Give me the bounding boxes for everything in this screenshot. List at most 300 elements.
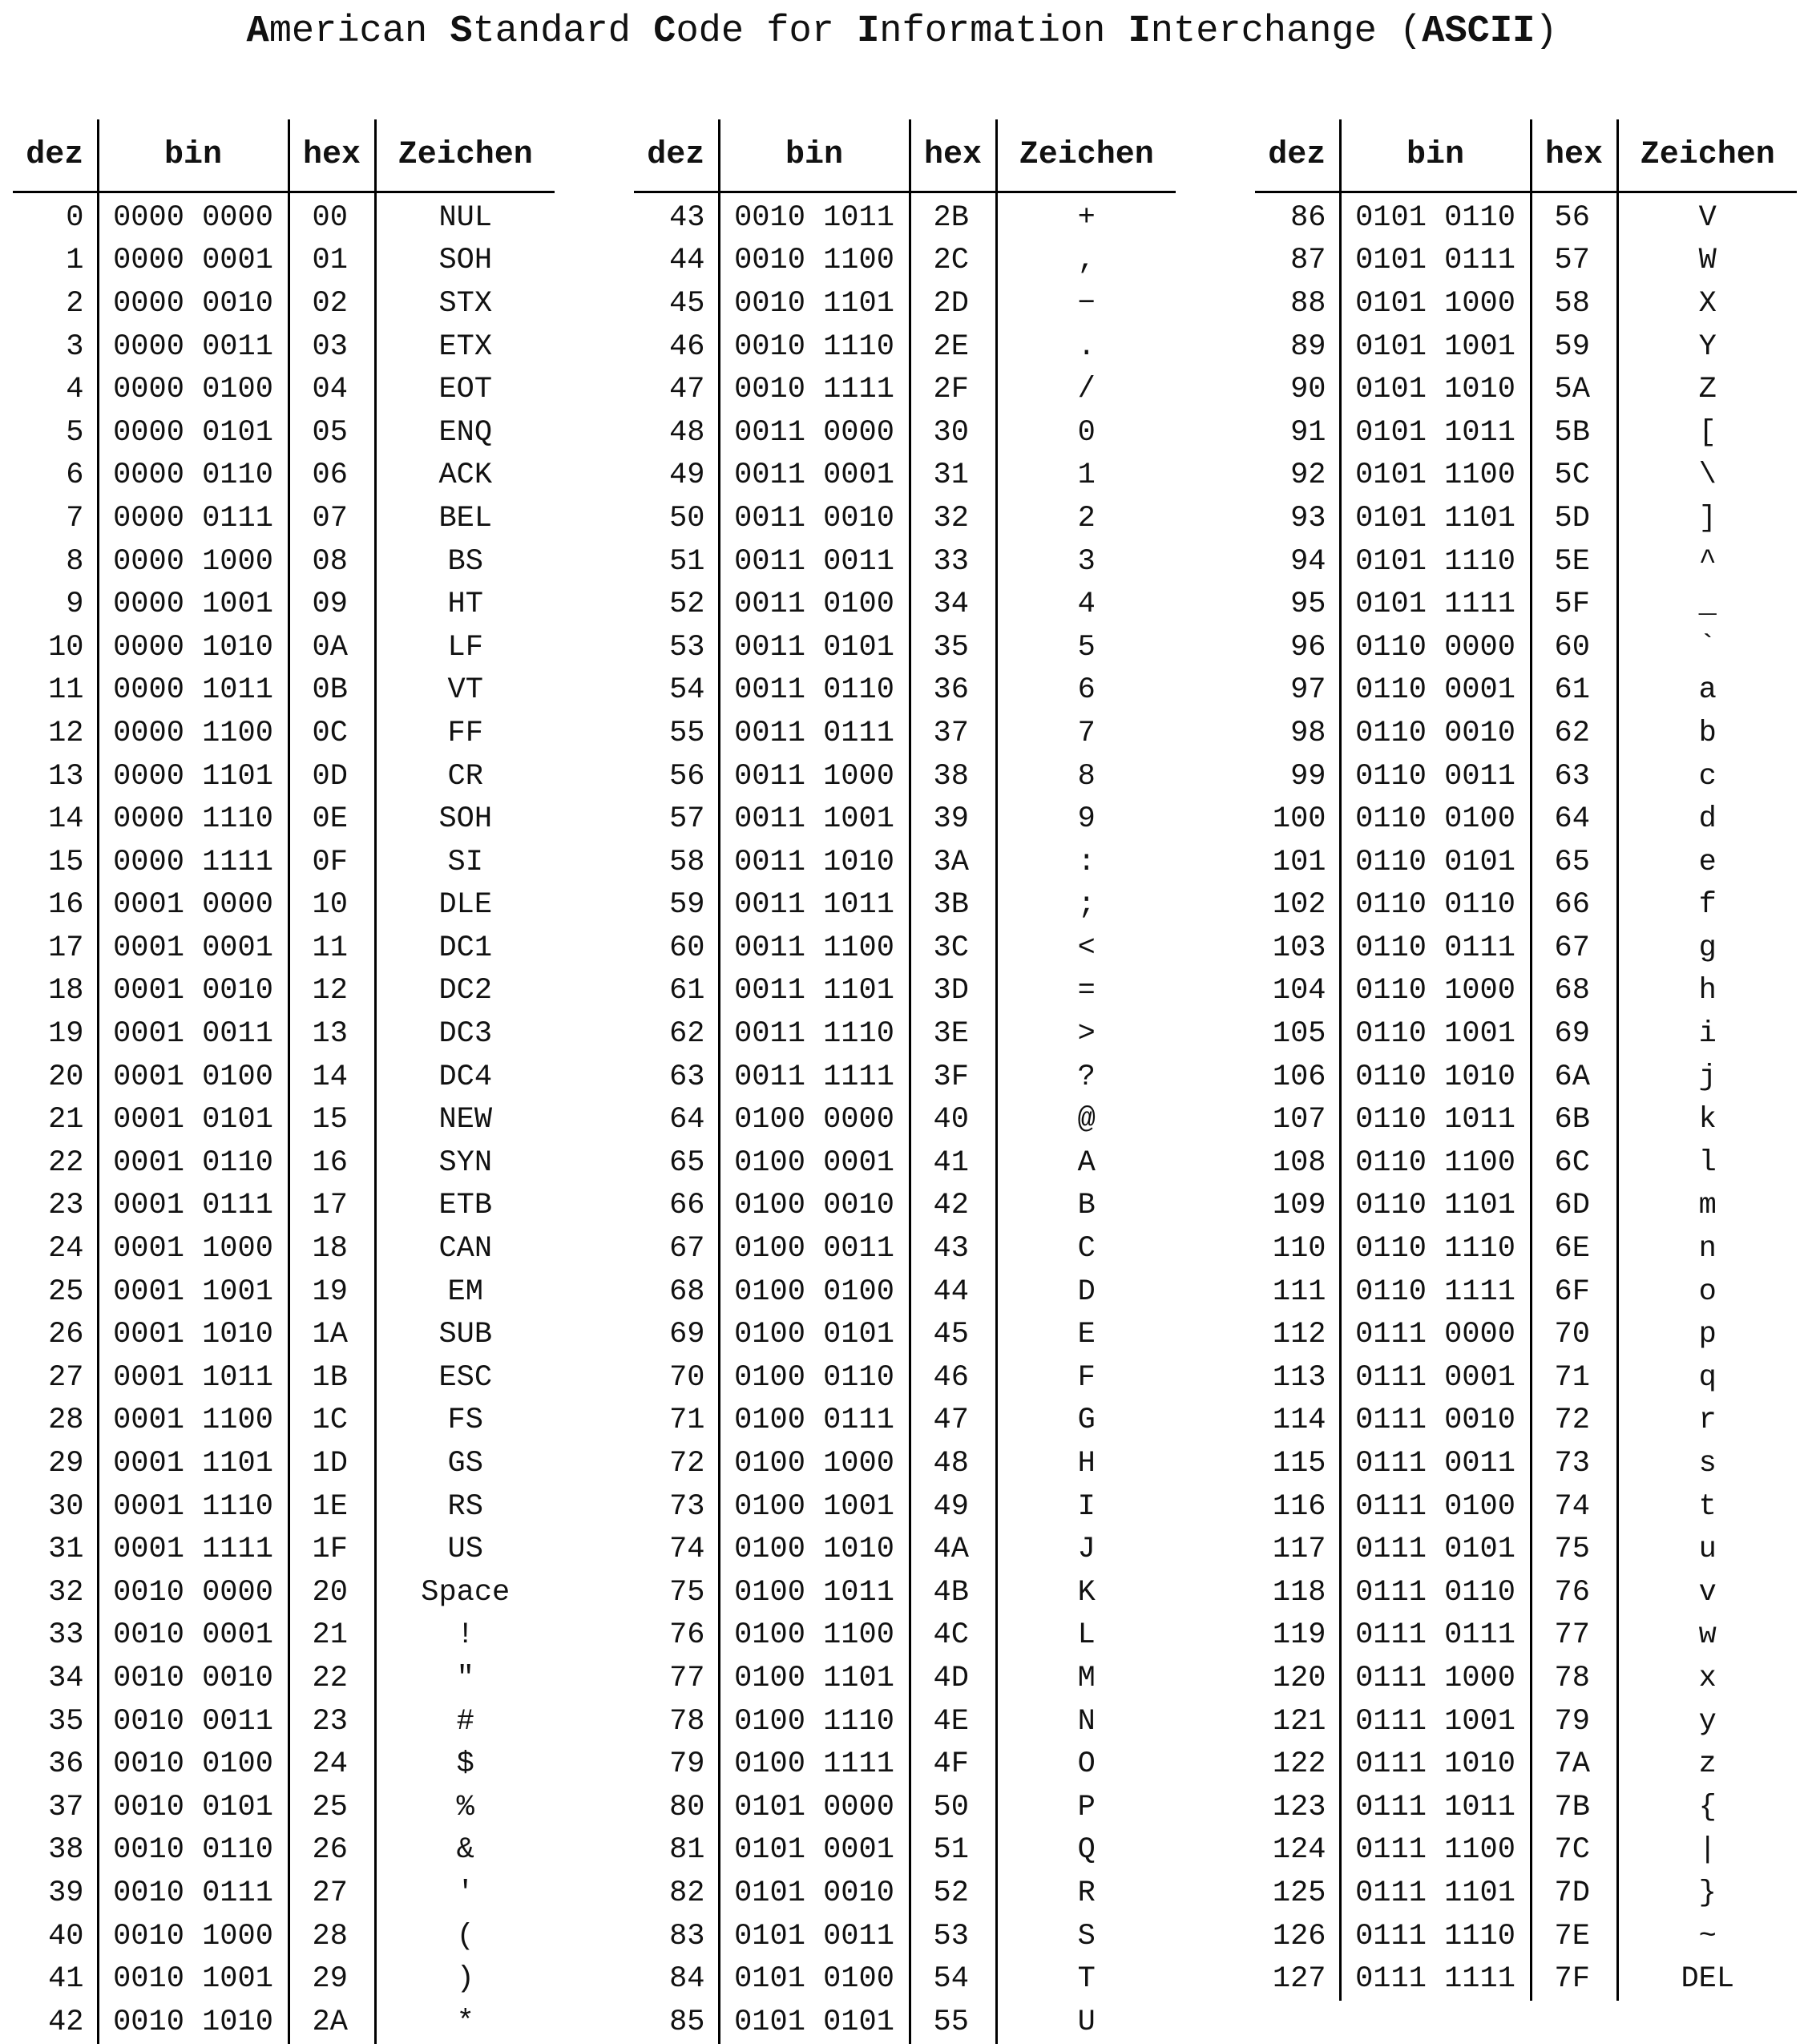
table-row bbox=[634, 411, 1176, 454]
cell-hex: 01 bbox=[289, 240, 375, 283]
header-bin: bin bbox=[1340, 119, 1531, 192]
title-segment: nterchange ( bbox=[1150, 10, 1423, 53]
cell-bin: 0101 0111 bbox=[1340, 240, 1531, 283]
cell-dez: 6 bbox=[13, 454, 98, 498]
title-segment: ) bbox=[1535, 10, 1558, 53]
cell-bin: 0011 1100 bbox=[719, 927, 910, 970]
cell-bin: 0111 1110 bbox=[1340, 1915, 1531, 1958]
cell-zeichen: SI bbox=[447, 845, 483, 879]
cell-dez: 56 bbox=[634, 755, 719, 798]
cell-bin: 0101 0110 bbox=[1340, 192, 1531, 240]
cell-bin: 0001 0000 bbox=[98, 884, 289, 927]
cell-hex: 4D bbox=[910, 1657, 996, 1700]
cell-dez: 35 bbox=[13, 1700, 98, 1743]
table-row bbox=[13, 1485, 555, 1529]
cell-zeichen: GS bbox=[447, 1447, 483, 1481]
cell-hex: 6D bbox=[1531, 1185, 1617, 1228]
cell-zeichen: \ bbox=[1698, 458, 1717, 493]
ascii-table-1 bbox=[13, 119, 555, 2044]
cell-bin: 0010 0001 bbox=[98, 1614, 289, 1658]
cell-hex: 7E bbox=[1531, 1915, 1617, 1958]
cell-zeichen: E bbox=[1077, 1318, 1096, 1352]
cell-bin: 0010 1111 bbox=[719, 368, 910, 411]
title-segment: nformation bbox=[879, 10, 1128, 53]
cell-bin: 0011 1110 bbox=[719, 1012, 910, 1056]
cell-bin: 0010 1100 bbox=[719, 240, 910, 283]
cell-dez: 70 bbox=[634, 1356, 719, 1400]
title-segment: I bbox=[857, 10, 880, 53]
cell-zeichen: US bbox=[447, 1533, 483, 1567]
cell-hex: 59 bbox=[1531, 325, 1617, 369]
cell-zeichen: G bbox=[1077, 1404, 1096, 1438]
cell-bin: 0101 1001 bbox=[1340, 325, 1531, 369]
cell-bin: 0100 1010 bbox=[719, 1528, 910, 1571]
cell-hex: 16 bbox=[289, 1141, 375, 1185]
cell-dez: 126 bbox=[1255, 1915, 1340, 1958]
table-row bbox=[1255, 1614, 1797, 1658]
cell-hex: 12 bbox=[289, 970, 375, 1013]
table-row bbox=[634, 841, 1176, 884]
cell-dez: 94 bbox=[1255, 540, 1340, 584]
cell-bin: 0001 1011 bbox=[98, 1356, 289, 1400]
cell-bin: 0011 1101 bbox=[719, 970, 910, 1013]
table-row bbox=[13, 540, 555, 584]
cell-bin: 0101 1010 bbox=[1340, 368, 1531, 411]
cell-bin: 0110 0100 bbox=[1340, 798, 1531, 841]
cell-hex: 51 bbox=[910, 1829, 996, 1872]
cell-bin: 0010 0111 bbox=[98, 1872, 289, 1915]
table-row bbox=[13, 192, 555, 240]
table-row bbox=[634, 240, 1176, 283]
cell-hex: 3C bbox=[910, 927, 996, 970]
cell-bin: 0000 0011 bbox=[98, 325, 289, 369]
cell-bin: 0101 1111 bbox=[1340, 583, 1531, 626]
cell-hex: 71 bbox=[1531, 1356, 1617, 1400]
cell-zeichen: d bbox=[1698, 802, 1717, 837]
cell-zeichen: CAN bbox=[438, 1232, 493, 1266]
cell-zeichen: X bbox=[1698, 286, 1717, 321]
cell-hex: 3E bbox=[910, 1012, 996, 1056]
cell-dez: 57 bbox=[634, 798, 719, 841]
cell-bin: 0000 1101 bbox=[98, 755, 289, 798]
cell-dez: 106 bbox=[1255, 1056, 1340, 1099]
table-row bbox=[634, 325, 1176, 369]
cell-bin: 0111 1010 bbox=[1340, 1743, 1531, 1786]
table-row bbox=[13, 1400, 555, 1443]
header-hex: hex bbox=[910, 119, 996, 192]
cell-bin: 0000 1111 bbox=[98, 841, 289, 884]
table-row bbox=[13, 1528, 555, 1571]
cell-dez: 103 bbox=[1255, 927, 1340, 970]
cell-dez: 110 bbox=[1255, 1227, 1340, 1270]
table-row bbox=[13, 325, 555, 369]
cell-zeichen: ) bbox=[456, 1962, 474, 1997]
cell-dez: 20 bbox=[13, 1056, 98, 1099]
cell-bin: 0001 0001 bbox=[98, 927, 289, 970]
cell-dez: 66 bbox=[634, 1185, 719, 1228]
cell-zeichen: P bbox=[1077, 1790, 1096, 1824]
cell-bin: 0110 1101 bbox=[1340, 1185, 1531, 1228]
cell-dez: 123 bbox=[1255, 1786, 1340, 1829]
table-row bbox=[13, 1056, 555, 1099]
cell-hex: 07 bbox=[289, 497, 375, 540]
table-row bbox=[13, 1915, 555, 1958]
cell-bin: 0100 1111 bbox=[719, 1743, 910, 1786]
cell-hex: 4B bbox=[910, 1571, 996, 1614]
cell-bin: 0001 0010 bbox=[98, 970, 289, 1013]
cell-hex: 64 bbox=[1531, 798, 1617, 841]
cell-dez: 25 bbox=[13, 1270, 98, 1314]
table-row bbox=[634, 282, 1176, 325]
cell-bin: 0111 0000 bbox=[1340, 1313, 1531, 1356]
cell-bin: 0111 0110 bbox=[1340, 1571, 1531, 1614]
cell-bin: 0101 1100 bbox=[1340, 454, 1531, 498]
cell-bin: 0111 0010 bbox=[1340, 1400, 1531, 1443]
cell-hex: 2F bbox=[910, 368, 996, 411]
cell-dez: 89 bbox=[1255, 325, 1340, 369]
cell-dez: 80 bbox=[634, 1786, 719, 1829]
cell-dez: 30 bbox=[13, 1485, 98, 1529]
cell-zeichen: + bbox=[1077, 200, 1096, 235]
cell-dez: 97 bbox=[1255, 669, 1340, 713]
table-row bbox=[634, 2001, 1176, 2044]
table-row bbox=[1255, 497, 1797, 540]
table-row bbox=[1255, 325, 1797, 369]
cell-zeichen: q bbox=[1698, 1360, 1717, 1395]
cell-bin: 0011 1001 bbox=[719, 798, 910, 841]
cell-dez: 115 bbox=[1255, 1442, 1340, 1485]
cell-dez: 11 bbox=[13, 669, 98, 713]
cell-zeichen: SOH bbox=[438, 244, 493, 278]
cell-zeichen: − bbox=[1077, 286, 1096, 321]
cell-hex: 4A bbox=[910, 1528, 996, 1571]
cell-hex: 34 bbox=[910, 583, 996, 626]
table-row bbox=[1255, 240, 1797, 283]
cell-bin: 0011 0101 bbox=[719, 626, 910, 669]
cell-dez: 72 bbox=[634, 1442, 719, 1485]
cell-hex: 11 bbox=[289, 927, 375, 970]
cell-dez: 96 bbox=[1255, 626, 1340, 669]
cell-zeichen: ESC bbox=[438, 1360, 493, 1395]
cell-zeichen: Z bbox=[1698, 373, 1717, 407]
cell-bin: 0110 1010 bbox=[1340, 1056, 1531, 1099]
cell-bin: 0100 0101 bbox=[719, 1313, 910, 1356]
cell-hex: 4C bbox=[910, 1614, 996, 1658]
cell-zeichen: i bbox=[1698, 1017, 1717, 1052]
cell-bin: 0010 0101 bbox=[98, 1786, 289, 1829]
title-segment: tandard bbox=[472, 10, 654, 53]
header-bin: bin bbox=[98, 119, 289, 192]
cell-bin: 0111 1100 bbox=[1340, 1829, 1531, 1872]
table-row bbox=[1255, 755, 1797, 798]
cell-bin: 0100 1101 bbox=[719, 1657, 910, 1700]
cell-zeichen: H bbox=[1077, 1447, 1096, 1481]
cell-bin: 0010 0010 bbox=[98, 1657, 289, 1700]
title-segment: merican bbox=[268, 10, 450, 53]
table-row bbox=[634, 454, 1176, 498]
cell-bin: 0010 1110 bbox=[719, 325, 910, 369]
table-row bbox=[1255, 1313, 1797, 1356]
cell-hex: 75 bbox=[1531, 1528, 1617, 1571]
table-row bbox=[13, 1829, 555, 1872]
table-row bbox=[634, 927, 1176, 970]
cell-zeichen: I bbox=[1077, 1489, 1096, 1524]
cell-zeichen: . bbox=[1077, 329, 1096, 364]
table-row bbox=[13, 970, 555, 1013]
cell-zeichen: { bbox=[1698, 1790, 1717, 1824]
cell-dez: 41 bbox=[13, 1957, 98, 2001]
table-row bbox=[634, 497, 1176, 540]
cell-dez: 79 bbox=[634, 1743, 719, 1786]
cell-hex: 40 bbox=[910, 1098, 996, 1141]
table-row bbox=[13, 1571, 555, 1614]
cell-bin: 0111 0011 bbox=[1340, 1442, 1531, 1485]
cell-dez: 15 bbox=[13, 841, 98, 884]
cell-zeichen: DLE bbox=[438, 888, 493, 923]
cell-bin: 0010 0110 bbox=[98, 1829, 289, 1872]
cell-dez: 1 bbox=[13, 240, 98, 283]
cell-hex: 5B bbox=[1531, 411, 1617, 454]
cell-hex: 50 bbox=[910, 1786, 996, 1829]
title-segment: ode for bbox=[676, 10, 858, 53]
cell-hex: 74 bbox=[1531, 1485, 1617, 1529]
cell-zeichen: W bbox=[1698, 244, 1717, 278]
table-row bbox=[13, 1185, 555, 1228]
cell-hex: 09 bbox=[289, 583, 375, 626]
cell-hex: 67 bbox=[1531, 927, 1617, 970]
cell-bin: 0010 1010 bbox=[98, 2001, 289, 2044]
cell-hex: 1A bbox=[289, 1313, 375, 1356]
cell-dez: 87 bbox=[1255, 240, 1340, 283]
cell-bin: 0101 0000 bbox=[719, 1786, 910, 1829]
cell-dez: 27 bbox=[13, 1356, 98, 1400]
cell-dez: 124 bbox=[1255, 1829, 1340, 1872]
cell-dez: 117 bbox=[1255, 1528, 1340, 1571]
cell-bin: 0011 0010 bbox=[719, 497, 910, 540]
table-row bbox=[1255, 1442, 1797, 1485]
cell-dez: 73 bbox=[634, 1485, 719, 1529]
cell-zeichen: # bbox=[456, 1704, 474, 1739]
cell-hex: 0A bbox=[289, 626, 375, 669]
cell-hex: 76 bbox=[1531, 1571, 1617, 1614]
table-row bbox=[1255, 454, 1797, 498]
cell-zeichen: < bbox=[1077, 931, 1096, 965]
cell-bin: 0000 0100 bbox=[98, 368, 289, 411]
cell-dez: 48 bbox=[634, 411, 719, 454]
cell-bin: 0011 0111 bbox=[719, 712, 910, 755]
cell-hex: 17 bbox=[289, 1185, 375, 1228]
table-row bbox=[13, 1700, 555, 1743]
table-row bbox=[634, 1400, 1176, 1443]
cell-dez: 105 bbox=[1255, 1012, 1340, 1056]
cell-bin: 0000 1000 bbox=[98, 540, 289, 584]
cell-zeichen: DC4 bbox=[438, 1060, 493, 1094]
cell-bin: 0110 0111 bbox=[1340, 927, 1531, 970]
cell-dez: 88 bbox=[1255, 282, 1340, 325]
cell-hex: 58 bbox=[1531, 282, 1617, 325]
cell-hex: 0B bbox=[289, 669, 375, 713]
cell-hex: 5C bbox=[1531, 454, 1617, 498]
cell-dez: 64 bbox=[634, 1098, 719, 1141]
cell-zeichen: f bbox=[1698, 888, 1717, 923]
cell-dez: 116 bbox=[1255, 1485, 1340, 1529]
table-row bbox=[1255, 712, 1797, 755]
cell-dez: 46 bbox=[634, 325, 719, 369]
cell-zeichen: HT bbox=[447, 588, 483, 622]
cell-bin: 0001 0101 bbox=[98, 1098, 289, 1141]
cell-zeichen: 1 bbox=[1077, 458, 1096, 493]
cell-zeichen: 9 bbox=[1077, 802, 1096, 837]
cell-zeichen: j bbox=[1698, 1060, 1717, 1094]
cell-dez: 38 bbox=[13, 1829, 98, 1872]
cell-hex: 43 bbox=[910, 1227, 996, 1270]
page-title bbox=[0, 8, 1804, 56]
cell-bin: 0010 1011 bbox=[719, 192, 910, 240]
table-row bbox=[634, 669, 1176, 713]
title-segment: ASCII bbox=[1422, 10, 1536, 53]
table-row bbox=[1255, 1528, 1797, 1571]
cell-dez: 69 bbox=[634, 1313, 719, 1356]
cell-zeichen: 5 bbox=[1077, 630, 1096, 665]
table-row bbox=[13, 240, 555, 283]
table-row bbox=[1255, 1141, 1797, 1185]
table-row bbox=[634, 1185, 1176, 1228]
cell-dez: 51 bbox=[634, 540, 719, 584]
table-row bbox=[13, 1614, 555, 1658]
cell-zeichen: e bbox=[1698, 845, 1717, 879]
cell-hex: 7F bbox=[1531, 1957, 1617, 2001]
cell-dez: 83 bbox=[634, 1915, 719, 1958]
cell-bin: 0111 0101 bbox=[1340, 1528, 1531, 1571]
cell-hex: 53 bbox=[910, 1915, 996, 1958]
table-row bbox=[13, 1442, 555, 1485]
cell-zeichen: J bbox=[1077, 1533, 1096, 1567]
table-row bbox=[1255, 884, 1797, 927]
cell-bin: 0010 0100 bbox=[98, 1743, 289, 1786]
cell-bin: 0100 0001 bbox=[719, 1141, 910, 1185]
cell-zeichen: O bbox=[1077, 1747, 1096, 1782]
cell-dez: 61 bbox=[634, 970, 719, 1013]
cell-zeichen: 6 bbox=[1077, 673, 1096, 708]
cell-zeichen: z bbox=[1698, 1747, 1717, 1782]
table-row bbox=[13, 1313, 555, 1356]
table-row bbox=[13, 1141, 555, 1185]
cell-hex: 27 bbox=[289, 1872, 375, 1915]
cell-zeichen: y bbox=[1698, 1704, 1717, 1739]
cell-hex: 28 bbox=[289, 1915, 375, 1958]
cell-bin: 0101 0101 bbox=[719, 2001, 910, 2044]
cell-hex: 61 bbox=[1531, 669, 1617, 713]
table-row bbox=[1255, 1786, 1797, 1829]
cell-zeichen: 7 bbox=[1077, 716, 1096, 750]
cell-hex: 29 bbox=[289, 1957, 375, 2001]
cell-dez: 37 bbox=[13, 1786, 98, 1829]
cell-bin: 0110 1011 bbox=[1340, 1098, 1531, 1141]
cell-dez: 63 bbox=[634, 1056, 719, 1099]
cell-bin: 0001 0100 bbox=[98, 1056, 289, 1099]
cell-hex: 4E bbox=[910, 1700, 996, 1743]
cell-bin: 0100 0010 bbox=[719, 1185, 910, 1228]
cell-dez: 84 bbox=[634, 1957, 719, 2001]
cell-zeichen: Space bbox=[421, 1575, 511, 1610]
cell-hex: 19 bbox=[289, 1270, 375, 1314]
cell-dez: 74 bbox=[634, 1528, 719, 1571]
cell-bin: 0000 1011 bbox=[98, 669, 289, 713]
cell-hex: 7A bbox=[1531, 1743, 1617, 1786]
cell-hex: 73 bbox=[1531, 1442, 1617, 1485]
cell-bin: 0001 0011 bbox=[98, 1012, 289, 1056]
cell-dez: 50 bbox=[634, 497, 719, 540]
table-row bbox=[1255, 927, 1797, 970]
cell-dez: 118 bbox=[1255, 1571, 1340, 1614]
cell-zeichen: BS bbox=[447, 544, 483, 579]
cell-dez: 34 bbox=[13, 1657, 98, 1700]
cell-dez: 5 bbox=[13, 411, 98, 454]
cell-hex: 02 bbox=[289, 282, 375, 325]
table-row bbox=[13, 411, 555, 454]
table-row bbox=[634, 1614, 1176, 1658]
cell-dez: 77 bbox=[634, 1657, 719, 1700]
cell-hex: 49 bbox=[910, 1485, 996, 1529]
cell-zeichen: x bbox=[1698, 1661, 1717, 1695]
cell-dez: 26 bbox=[13, 1313, 98, 1356]
cell-bin: 0110 1000 bbox=[1340, 970, 1531, 1013]
cell-dez: 52 bbox=[634, 583, 719, 626]
table-row bbox=[13, 1356, 555, 1400]
cell-dez: 68 bbox=[634, 1270, 719, 1314]
table-row bbox=[634, 192, 1176, 240]
cell-hex: 37 bbox=[910, 712, 996, 755]
cell-bin: 0001 1010 bbox=[98, 1313, 289, 1356]
cell-hex: 0C bbox=[289, 712, 375, 755]
cell-dez: 109 bbox=[1255, 1185, 1340, 1228]
cell-zeichen: : bbox=[1077, 845, 1096, 879]
table-row bbox=[13, 1270, 555, 1314]
cell-hex: 2D bbox=[910, 282, 996, 325]
table-row bbox=[1255, 1872, 1797, 1915]
cell-hex: 68 bbox=[1531, 970, 1617, 1013]
table-row bbox=[1255, 1227, 1797, 1270]
table-row bbox=[13, 583, 555, 626]
cell-zeichen: L bbox=[1077, 1618, 1096, 1653]
cell-hex: 66 bbox=[1531, 884, 1617, 927]
cell-bin: 0001 1110 bbox=[98, 1485, 289, 1529]
cell-dez: 121 bbox=[1255, 1700, 1340, 1743]
cell-zeichen: Q bbox=[1077, 1833, 1096, 1868]
cell-zeichen: LF bbox=[447, 630, 483, 665]
cell-bin: 0011 0011 bbox=[719, 540, 910, 584]
cell-zeichen: DEL bbox=[1681, 1962, 1735, 1997]
cell-zeichen: } bbox=[1698, 1876, 1717, 1910]
cell-zeichen: Y bbox=[1698, 329, 1717, 364]
cell-hex: 14 bbox=[289, 1056, 375, 1099]
cell-zeichen: VT bbox=[447, 673, 483, 708]
title-segment: C bbox=[653, 10, 676, 53]
cell-bin: 0000 0000 bbox=[98, 192, 289, 240]
table-row bbox=[634, 884, 1176, 927]
cell-dez: 76 bbox=[634, 1614, 719, 1658]
cell-zeichen: 2 bbox=[1077, 501, 1096, 535]
cell-zeichen: n bbox=[1698, 1232, 1717, 1266]
cell-zeichen: B bbox=[1077, 1189, 1096, 1223]
cell-bin: 0110 1111 bbox=[1340, 1270, 1531, 1314]
cell-bin: 0011 1011 bbox=[719, 884, 910, 927]
cell-hex: 3F bbox=[910, 1056, 996, 1099]
cell-zeichen: " bbox=[456, 1661, 474, 1695]
header-bin: bin bbox=[719, 119, 910, 192]
table-row bbox=[1255, 192, 1797, 240]
cell-dez: 23 bbox=[13, 1185, 98, 1228]
